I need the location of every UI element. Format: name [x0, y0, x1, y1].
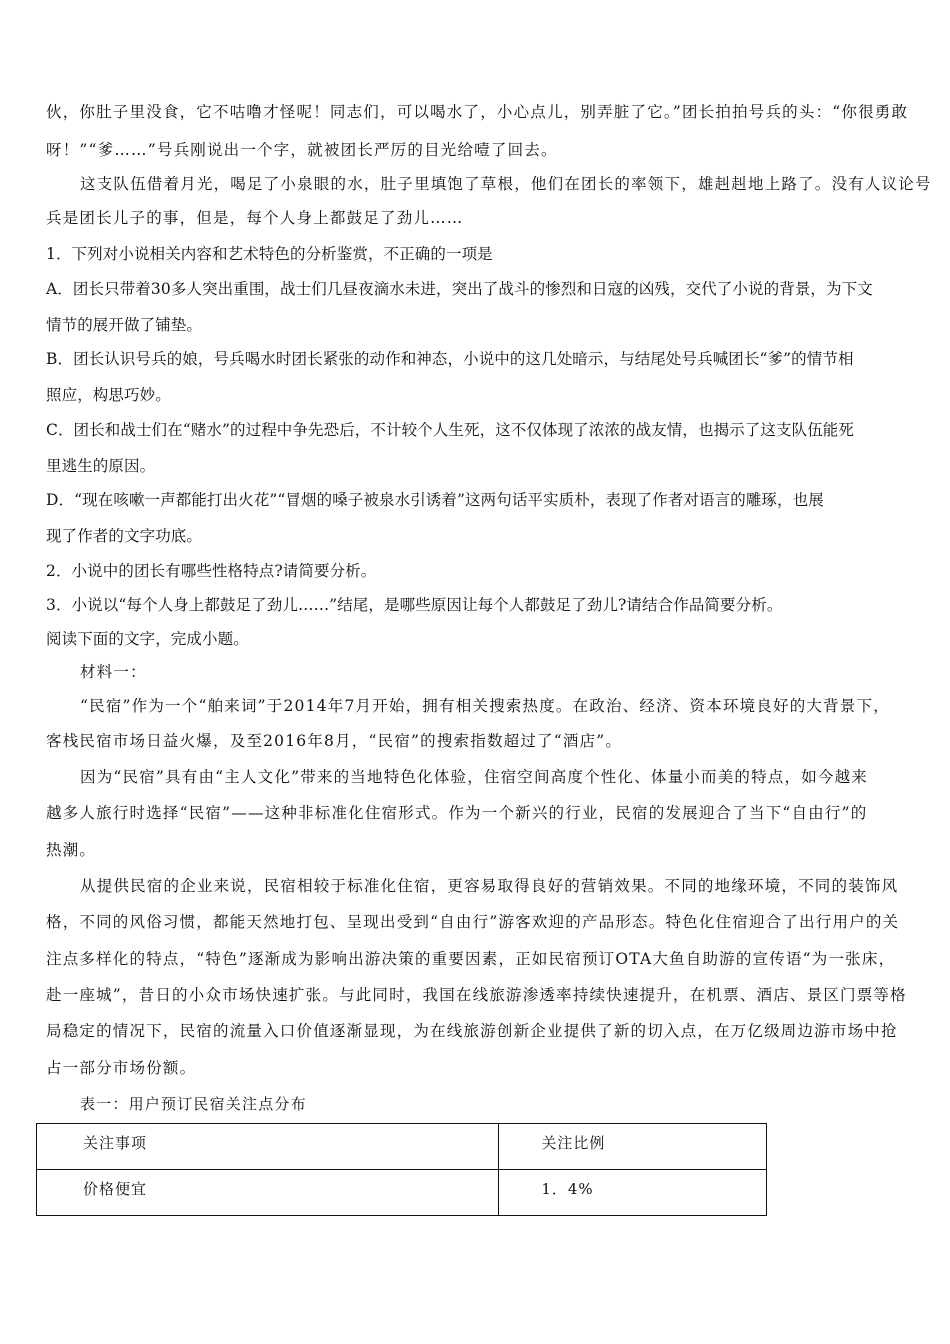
material-paragraph-line: 占一部分市场份额。	[46, 1059, 197, 1077]
option-c-cont: 里逃生的原因。	[46, 457, 156, 475]
material-paragraph-line: “民宿”作为一个“舶来词”于2014年7月开始，拥有相关搜索热度。在政治、经济、资本环境良好的大背景下，	[80, 697, 890, 715]
option-d: D．“现在咳嗽一声都能打出火花”“冒烟的嗓子被泉水引诱着”这两句话平实质朴，表现了作者对语言的雕琢，也展	[46, 491, 824, 509]
table-header-cell: 关注比例	[499, 1124, 767, 1170]
story-line: 这支队伍借着月光，喝足了小泉眼的水，肚子里填饱了草根，他们在团长的率领下，雄赳赳地上路了。没有人议论号	[80, 175, 932, 193]
material-paragraph-line: 客栈民宿市场日益火爆，及至2016年8月，“民宿”的搜索指数超过了“酒店”。	[46, 732, 623, 750]
material-paragraph-line: 局稳定的情况下，民宿的流量入口价值逐渐显现，为在线旅游创新企业提供了新的切入点，在万亿级周边游市场中抢	[46, 1022, 898, 1040]
material-paragraph-line: 因为“民宿”具有由“主人文化”带来的当地特色化体验，住宿空间高度个性化、体量小而美的特点，如今越来	[80, 768, 868, 786]
option-a: A．团长只带着30多人突出重围，战士们几昼夜滴水未进，突出了战斗的惨烈和日寇的凶残，交代了小说的背景，为下文	[46, 280, 873, 298]
reading-instruction: 阅读下面的文字，完成小题。	[46, 630, 249, 648]
story-line: 兵是团长儿子的事，但是，每个人身上都鼓足了劲儿……	[46, 209, 464, 227]
material-paragraph-line: 从提供民宿的企业来说，民宿相较于标准化住宿，更容易取得良好的营销效果。不同的地缘环境，不同的装饰风	[80, 877, 899, 895]
table-row	[37, 1170, 767, 1216]
material-label: 材料一：	[80, 663, 147, 681]
material-paragraph-line: 赴一座城”，昔日的小众市场快速扩张。与此同时，我国在线旅游渗透率持续快速提升，在机票、酒店、景区门票等格	[46, 986, 907, 1004]
option-c: C．团长和战士们在“赌水”的过程中争先恐后，不计较个人生死，这不仅体现了浓浓的战友情，也揭示了这支队伍能死	[46, 421, 855, 439]
table-header-row	[37, 1124, 767, 1170]
table-caption: 表一：用户预订民宿关注点分布	[80, 1095, 307, 1113]
table-header-cell: 关注事项	[37, 1124, 499, 1170]
option-b-cont: 照应，构思巧妙。	[46, 386, 171, 404]
question-1-stem: 1．下列对小说相关内容和艺术特色的分析鉴赏，不正确的一项是	[46, 245, 493, 263]
table-cell: 价格便宜	[37, 1170, 499, 1216]
material-paragraph-line: 注点多样化的特点，“特色”逐渐成为影响出游决策的重要因素，正如民宿预订OTA大鱼自助游的宣传语“为一张床，	[46, 950, 896, 968]
material-paragraph-line: 越多人旅行时选择“民宿”——这种非标准化住宿形式。作为一个新兴的行业，民宿的发展迎合了当下“自由行”的	[46, 804, 868, 822]
question-3: 3．小说以“每个人身上都鼓足了劲儿……”结尾，是哪些原因让每个人都鼓足了劲儿?请结合作品简要分析。	[46, 596, 783, 614]
option-d-cont: 现了作者的文字功底。	[46, 527, 203, 545]
option-b: B．团长认识号兵的娘，号兵喝水时团长紧张的动作和神态，小说中的这几处暗示，与结尾处号兵喊团长“爹”的情节相	[46, 350, 854, 368]
question-2: 2．小说中的团长有哪些性格特点?请简要分析。	[46, 562, 377, 580]
option-a-cont: 情节的展开做了铺垫。	[46, 316, 203, 334]
focus-distribution-table	[36, 1123, 767, 1216]
story-line: 呀！”“爹……”号兵刚说出一个字，就被团长严厉的目光给噎了回去。	[46, 141, 558, 159]
table-cell: 1．4%	[499, 1170, 767, 1216]
story-line: 伙，你肚子里没食，它不咕噜才怪呢！同志们，可以喝水了，小心点儿，别弄脏了它。”团长拍拍号兵的头：“你很勇敢	[46, 103, 909, 121]
material-paragraph-line: 格，不同的风俗习惯，都能天然地打包、呈现出受到“自由行”游客欢迎的产品形态。特色化住宿迎合了出行用户的关	[46, 913, 900, 931]
material-paragraph-line: 热潮。	[46, 841, 97, 859]
